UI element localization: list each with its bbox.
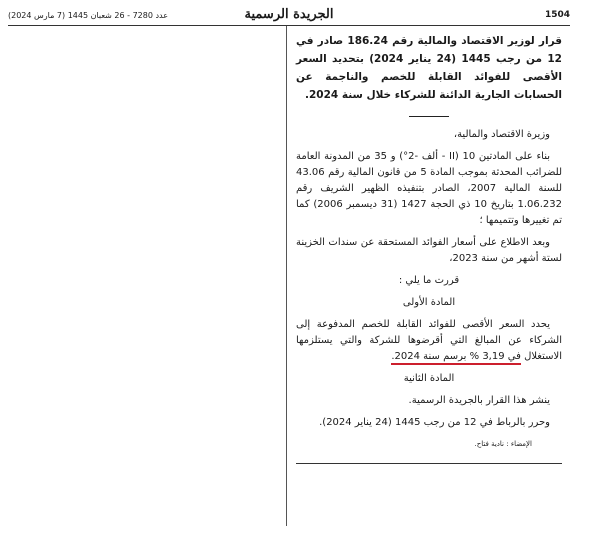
- article-1-rate-highlight: في 3,19 % برسم سنة 2024.: [391, 351, 521, 365]
- signature-line: الإمضاء : نادية فتاح.: [474, 440, 532, 448]
- article-1-heading: المادة الأولى: [402, 297, 456, 308]
- ministry-line: وزيرة الاقتصاد والمالية،: [453, 129, 550, 140]
- header-rule: [8, 25, 570, 26]
- article-1-paragraph: [296, 317, 562, 365]
- page-number: 1504: [544, 10, 570, 20]
- article-2-heading: المادة الثانية: [403, 373, 455, 384]
- issue-info: عدد 7280 - 26 شعبان 1445 (7 مارس 2024): [8, 11, 169, 20]
- title-separator: [409, 116, 449, 117]
- article-1-text: يحدد السعر الأقصى للفوائد القابلة للخصم المدفوعة إلى الشركاء عن المبالغ التي أقرضوها للشركة والتي يستلزمها الاستغلال: [296, 319, 562, 362]
- column-divider: [286, 26, 287, 526]
- decision-column: [296, 32, 562, 464]
- preamble-paragraph-1: بناء على المادتين 10 (II - ألف -2°) و 35 من المدونة العامة للضرائب المحدثة بموجب المادة 5 من قانون المالية رقم 43.06 للسنة المالية 2007، الصادر بتنفيذه الظهير الشريف رقم 1.06.232 بتاريخ 10 ذي الحجة 1427 (31 ديسمبر 2006) كما تم تغييرها وتتميمها ؛: [296, 151, 562, 226]
- bottom-rule: [296, 463, 562, 464]
- preamble-paragraph-2: وبعد الاطلاع على أسعار الفوائد المستحقة عن سندات الخزينة لستة أشهر من سنة 2023،: [296, 237, 562, 264]
- journal-title: الجريدة الرسمية: [244, 7, 334, 22]
- article-2-text: ينشر هذا القرار بالجريدة الرسمية.: [408, 395, 550, 406]
- page-header: [8, 7, 570, 27]
- done-at-line: وحرر بالرباط في 12 من رجب 1445 (24 يناير 2024).: [319, 417, 550, 428]
- decision-title: قرار لوزير الاقتصاد والمالية رقم 186.24 صادر في 12 من رجب 1445 (24 يناير 2024) بتحديد السعر الأقصى للفوائد القابلة للخصم والناجمة عن الحسابات الجارية الدائنة للشركاء خلال سنة 2024.: [296, 35, 562, 101]
- decides-line: قررت ما يلي :: [398, 275, 460, 286]
